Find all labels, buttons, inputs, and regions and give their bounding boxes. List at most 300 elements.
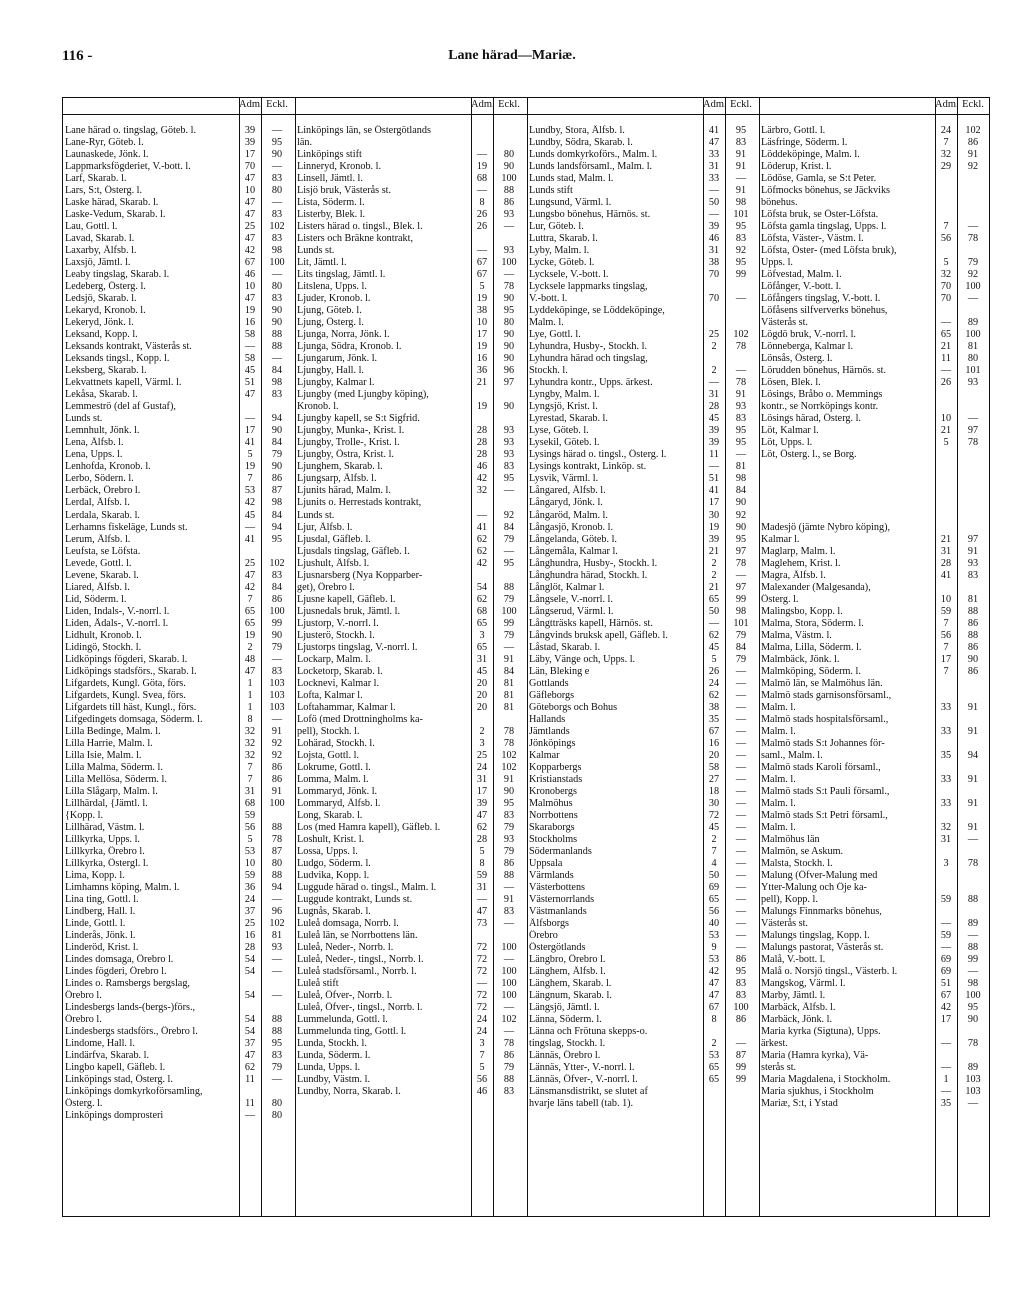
entry-adm: 28 [708, 401, 720, 413]
entry-name: Maglarp, Malm. l. [761, 545, 836, 557]
entry-name: Långsele, V.-norrl. l. [529, 593, 613, 605]
index-entry [761, 894, 989, 906]
entry-name: Örebro l. [65, 990, 102, 1002]
entry-eckl: 90 [735, 497, 747, 509]
entry-eckl: 88 [503, 869, 515, 881]
entry-name: Lommaryd, Älfsb. l. [297, 797, 381, 809]
entry-adm: 7 [943, 617, 949, 629]
entry-name: Luleå stift [297, 978, 339, 990]
entry-adm: 28 [476, 425, 488, 437]
entry-adm: 67 [244, 257, 256, 269]
index-entry [65, 726, 293, 738]
entry-eckl: 100 [501, 990, 517, 1002]
entry-eckl: 80 [503, 149, 515, 161]
index-entry [297, 654, 525, 666]
index-entry [761, 774, 989, 786]
index-entry [529, 678, 757, 690]
entry-name: Lillhärdal, {Jämtl. l. [65, 797, 148, 809]
entry-adm: 56 [940, 233, 952, 245]
entry-eckl: 98 [735, 197, 747, 209]
index-entry [529, 978, 757, 990]
entry-adm: 29 [940, 161, 952, 173]
entry-name: Malingsbo, Kopp. l. [761, 605, 843, 617]
entry-name: Norrbottens [529, 809, 578, 821]
entry-adm: 8 [479, 197, 485, 209]
entry-eckl: 90 [503, 785, 515, 797]
entry-adm: 19 [476, 293, 488, 305]
index-entry [761, 449, 989, 461]
index-entry [65, 1086, 293, 1098]
index-entry [761, 137, 989, 149]
entry-name: Ledsjö, Skarab. l. [65, 293, 137, 305]
entry-name: Malexander (Malgesanda), [761, 581, 871, 593]
entry-adm: 33 [708, 173, 720, 185]
entry-name: Lindes domsaga, Örebro l. [65, 954, 174, 966]
entry-name: Jämtlands [529, 725, 570, 737]
entry-name: Lännäs, Ytter-, V.-norrl. l. [529, 1062, 635, 1074]
entry-adm: 5 [943, 257, 949, 269]
index-entry [761, 473, 989, 485]
index-entry [297, 882, 525, 894]
entry-adm: 70 [940, 293, 952, 305]
index-entry [65, 762, 293, 774]
index-entry [761, 209, 989, 221]
entry-name: Österg. l. [65, 1098, 103, 1110]
entry-name: Lysvik, Värml. l. [529, 473, 599, 485]
index-entry [297, 534, 525, 546]
entry-eckl: 90 [967, 1014, 979, 1026]
entry-adm: 46 [708, 233, 720, 245]
entry-eckl: — [271, 197, 283, 209]
entry-adm: 19 [244, 461, 256, 473]
entry-name: Lisjö bruk, Västerås st. [297, 185, 392, 197]
entry-eckl: — [735, 785, 747, 797]
entry-eckl: — [735, 833, 747, 845]
entry-name: Löfsta, Öster- (med Löfsta bruk), [761, 245, 897, 257]
index-entry [529, 125, 757, 137]
entry-eckl: 81 [503, 677, 515, 689]
entry-adm: 50 [708, 869, 720, 881]
entry-name: Löfångers tingslag, V.-bott. l. [761, 293, 881, 305]
entry-eckl: 86 [271, 473, 283, 485]
index-entry [65, 690, 293, 702]
index-entry [65, 245, 293, 257]
entry-name: Lyhundra, Husby-, Stockh. l. [529, 341, 647, 353]
entry-name: Lingbo kapell, Gäfleb. l. [65, 1062, 166, 1074]
entry-name: Malm. l. [761, 773, 796, 785]
index-column [65, 125, 293, 1122]
entry-eckl: 91 [735, 149, 747, 161]
entry-name: Maglehem, Krist. l. [761, 557, 841, 569]
entry-eckl: 100 [501, 978, 517, 990]
entry-name: Linköpings domprosteri [65, 1110, 164, 1122]
entry-eckl: 80 [967, 353, 979, 365]
entry-name: Lilla Malma, Söderm. l. [65, 761, 163, 773]
index-entry [529, 149, 757, 161]
index-entry [761, 413, 989, 425]
entry-adm: 39 [244, 137, 256, 149]
entry-name: Ljungby, Östra, Krist. l. [297, 449, 394, 461]
entry-adm: 65 [476, 617, 488, 629]
entry-name: Lerhamns fiskeläge, Lunds st. [65, 521, 188, 533]
index-entry [65, 1074, 293, 1086]
index-entry [529, 353, 757, 365]
entry-adm: 32 [244, 749, 256, 761]
entry-eckl: 97 [967, 425, 979, 437]
entry-name: Lunda, Upps. l. [297, 1062, 361, 1074]
entry-adm: 65 [708, 1074, 720, 1086]
entry-adm: 51 [244, 377, 256, 389]
entry-eckl: 88 [271, 821, 283, 833]
entry-adm: 33 [940, 725, 952, 737]
entry-eckl: 83 [271, 233, 283, 245]
entry-name: Låstad, Skarab. l. [529, 641, 601, 653]
entry-adm: 1 [247, 689, 253, 701]
entry-adm: 17 [940, 653, 952, 665]
running-title: Lane härad—Mariæ. [448, 48, 576, 63]
entry-name: Västmanlands [529, 906, 587, 918]
index-entry [65, 546, 293, 558]
index-entry [529, 305, 757, 317]
entry-adm: 53 [708, 930, 720, 942]
entry-adm: 31 [708, 389, 720, 401]
index-entry [65, 161, 293, 173]
entry-name: Malmö stads S:t Pauli församl., [761, 785, 890, 797]
entry-name: Lifgardets, Kungl. Göta, förs. [65, 677, 186, 689]
entry-eckl: 84 [271, 365, 283, 377]
entry-name: Lösen, Blek. l. [761, 377, 821, 389]
index-entry [529, 293, 757, 305]
entry-name: Lögdö bruk, V.-norrl. l. [761, 329, 856, 341]
index-entry [65, 1038, 293, 1050]
entry-adm: 32 [940, 149, 952, 161]
entry-adm: — [940, 942, 952, 954]
index-entry [65, 702, 293, 714]
index-entry [761, 834, 989, 846]
entry-name: Lena, Älfsb. l. [65, 437, 124, 449]
entry-name: Lifgardets, Kungl. Svea, förs. [65, 689, 186, 701]
entry-eckl: 84 [735, 641, 747, 653]
entry-eckl: 83 [735, 233, 747, 245]
entry-adm: 45 [476, 665, 488, 677]
entry-adm: 2 [711, 557, 717, 569]
index-entry [761, 594, 989, 606]
index-entry [529, 1074, 757, 1086]
index-entry [297, 666, 525, 678]
entry-eckl: 90 [503, 341, 515, 353]
entry-eckl: — [271, 1074, 283, 1086]
entry-name: Ljustorp, V.-norrl. l. [297, 617, 379, 629]
entry-name: Malmö stads S:t Johannes för- [761, 737, 885, 749]
entry-name: Lycke, Göteb. l. [529, 257, 595, 269]
entry-adm: 28 [940, 557, 952, 569]
entry-name: Länghem, Skarab. l. [529, 978, 612, 990]
index-entry [297, 329, 525, 341]
entry-adm: 62 [708, 689, 720, 701]
entry-adm: 46 [476, 1086, 488, 1098]
index-entry [65, 654, 293, 666]
index-entry [297, 870, 525, 882]
index-entry [761, 966, 989, 978]
index-entry [761, 630, 989, 642]
entry-eckl: — [735, 713, 747, 725]
entry-adm: 42 [244, 581, 256, 593]
entry-name: Västerås st. [761, 317, 808, 329]
index-entry [65, 149, 293, 161]
entry-name: Magra, Älfsb. l. [761, 569, 826, 581]
index-entry [65, 570, 293, 582]
entry-name: {Kopp. l. [65, 809, 103, 821]
entry-adm: 53 [708, 954, 720, 966]
entry-eckl: 83 [503, 906, 515, 918]
index-entry [65, 1026, 293, 1038]
entry-name: Lillkyrka, Östergl. l. [65, 857, 149, 869]
entry-name: Levede, Gottl. l. [65, 557, 132, 569]
index-entry [297, 966, 525, 978]
entry-eckl: 80 [271, 281, 283, 293]
index-entry [297, 690, 525, 702]
index-entry [529, 365, 757, 377]
entry-name: Linköpings stad, Österg. l. [65, 1074, 173, 1086]
index-entry [529, 642, 757, 654]
index-entry [761, 846, 989, 858]
index-entry [65, 269, 293, 281]
entry-eckl: 78 [967, 437, 979, 449]
entry-eckl: 95 [735, 257, 747, 269]
entry-name: Lofta, Kalmar l. [297, 689, 363, 701]
entry-eckl: 79 [271, 1062, 283, 1074]
entry-adm: 7 [943, 641, 949, 653]
entry-name: Löfmocks bönehus, se Jäckviks [761, 185, 891, 197]
entry-adm: 39 [476, 797, 488, 809]
index-entry [65, 966, 293, 978]
entry-name: Löfvestad, Malm. l. [761, 269, 842, 281]
entry-adm: 25 [476, 749, 488, 761]
entry-adm: 31 [940, 545, 952, 557]
entry-adm: 16 [476, 353, 488, 365]
entry-name: Luleå, Neder-, tingsl., Norrb. l. [297, 954, 424, 966]
index-entry [65, 870, 293, 882]
entry-eckl: 78 [735, 341, 747, 353]
index-entry [529, 798, 757, 810]
entry-name: Långaryd, Jönk. l. [529, 497, 603, 509]
entry-eckl: 94 [271, 521, 283, 533]
index-entry [529, 522, 757, 534]
entry-name: Lerum, Älfsb. l. [65, 533, 131, 545]
entry-eckl: — [271, 713, 283, 725]
entry-eckl: — [735, 173, 747, 185]
index-entry [529, 1038, 757, 1050]
index-entry [65, 606, 293, 618]
entry-eckl: — [503, 269, 515, 281]
entry-adm: — [940, 1062, 952, 1074]
entry-name: Lidhult, Kronob. l. [65, 629, 142, 641]
entry-adm: 17 [940, 1014, 952, 1026]
entry-adm: 45 [708, 821, 720, 833]
entry-eckl: 93 [503, 449, 515, 461]
entry-eckl: — [735, 894, 747, 905]
index-entry [297, 606, 525, 618]
index-entry [761, 714, 989, 726]
entry-name: Lena, Upps. l. [65, 449, 123, 461]
index-entry [761, 197, 989, 209]
entry-eckl: 93 [503, 425, 515, 437]
entry-adm: — [244, 413, 256, 425]
entry-adm: 5 [479, 845, 485, 857]
index-entry [297, 774, 525, 786]
index-entry [65, 281, 293, 293]
entry-eckl: 81 [503, 701, 515, 713]
entry-eckl: 99 [503, 617, 515, 629]
entry-eckl: 98 [271, 497, 283, 509]
entry-eckl: — [503, 918, 515, 930]
entry-name: Malmö stads S:t Petri församl., [761, 809, 888, 821]
entry-name: Ljunghem, Skarab. l. [297, 461, 383, 473]
index-entry [761, 798, 989, 810]
entry-eckl: 81 [503, 689, 515, 701]
entry-adm: 65 [476, 641, 488, 653]
entry-eckl: 100 [501, 942, 517, 954]
entry-eckl: — [967, 930, 979, 942]
entry-name: Västernorrlands [529, 894, 595, 905]
index-entry [65, 582, 293, 594]
index-entry [529, 990, 757, 1002]
entry-adm: 62 [476, 545, 488, 557]
entry-adm: 32 [940, 821, 952, 833]
entry-adm: 19 [708, 521, 720, 533]
index-entry [65, 1050, 293, 1062]
entry-eckl: 93 [503, 209, 515, 221]
index-entry [297, 185, 525, 197]
entry-name: Lyddeköpinge, se Löddeköpinge, [529, 305, 665, 317]
entry-eckl: — [271, 125, 283, 136]
entry-adm: 41 [244, 533, 256, 545]
index-entry [761, 822, 989, 834]
entry-name: Lännäs, Öfver-, V.-norrl. l. [529, 1074, 638, 1086]
entry-name: Långhundra, Husby-, Stockh. l. [529, 557, 658, 569]
entry-eckl: 100 [965, 281, 981, 293]
entry-eckl: 78 [967, 1038, 979, 1050]
index-entry [529, 485, 757, 497]
entry-eckl: 95 [503, 797, 515, 809]
index-entry [761, 666, 989, 678]
index-entry [297, 353, 525, 365]
entry-adm: 41 [708, 125, 720, 136]
entry-name: Lyse, Göteb. l. [529, 425, 589, 437]
entry-name: Lidingö, Stockh. l. [65, 641, 142, 653]
entry-eckl: 78 [503, 281, 515, 293]
entry-name: Långared, Älfsb. l. [529, 485, 606, 497]
index-entry [65, 534, 293, 546]
entry-adm: 26 [476, 209, 488, 221]
entry-name: Lid, Söderm. l. [65, 593, 127, 605]
entry-name: Långelanda, Göteb. l. [529, 533, 617, 545]
entry-name: Lofö (med Drottningholms ka- [297, 713, 423, 725]
entry-adm: — [244, 1110, 256, 1122]
entry-adm: 1 [247, 677, 253, 689]
index-entry [529, 185, 757, 197]
entry-eckl: 99 [735, 269, 747, 281]
entry-eckl: — [503, 641, 515, 653]
entry-adm: 42 [940, 1002, 952, 1014]
entry-name: Malm. l. [761, 797, 796, 809]
entry-adm: 24 [940, 125, 952, 136]
entry-adm: 51 [708, 473, 720, 485]
entry-eckl: 78 [967, 233, 979, 245]
entry-name: Löderup, Krist. l. [761, 161, 832, 173]
entry-name: Leksand, Kopp. l. [65, 329, 138, 341]
eckl-header: Eckl. [266, 99, 288, 110]
entry-name: Ljung, Österg. l. [297, 317, 364, 329]
entry-name: Lerdal, Älfsb. l. [65, 497, 130, 509]
index-entry [65, 978, 293, 990]
entry-adm: 67 [476, 257, 488, 269]
index-entry [65, 954, 293, 966]
index-entry [297, 425, 525, 437]
entry-eckl: — [735, 809, 747, 821]
entry-eckl: 95 [967, 1002, 979, 1014]
entry-adm: 65 [940, 329, 952, 341]
entry-name: Läby, Vänge och, Upps. l. [529, 653, 636, 665]
entry-eckl: 95 [735, 425, 747, 437]
entry-eckl: 90 [503, 401, 515, 413]
entry-eckl: — [503, 954, 515, 966]
column-group-rule [295, 98, 296, 1216]
entry-name: Listers och Bräkne kontrakt, [297, 233, 413, 245]
entry-adm: 5 [247, 449, 253, 461]
entry-name: Långtträsks kapell, Härnös. st. [529, 617, 653, 629]
entry-name: Lit, Jämtl. l. [297, 257, 347, 269]
entry-adm: 47 [244, 665, 256, 677]
index-entry [297, 1050, 525, 1062]
entry-adm: 54 [244, 990, 256, 1002]
entry-name: Lima, Kopp. l. [65, 869, 125, 881]
entry-name: Madesjö (jämte Nybro köping), [761, 521, 891, 533]
entry-eckl: — [735, 761, 747, 773]
entry-name: Längbro, Örebro l. [529, 954, 606, 966]
entry-adm: 5 [943, 437, 949, 449]
entry-adm: 48 [244, 653, 256, 665]
entry-name: Långemåla, Kalmar l. [529, 545, 618, 557]
entry-adm: 59 [244, 809, 256, 821]
index-entry [297, 281, 525, 293]
index-entry [65, 834, 293, 846]
entry-eckl: 102 [733, 329, 749, 341]
index-entry [529, 834, 757, 846]
entry-name: Mangskog, Värml. l. [761, 978, 846, 990]
entry-name: Lungsbo bönehus, Härnös. st. [529, 209, 651, 221]
entry-eckl: 91 [967, 725, 979, 737]
entry-name: Linsell, Jämtl. l. [297, 173, 363, 185]
index-entry [297, 305, 525, 317]
entry-adm: 10 [940, 413, 952, 425]
entry-eckl: 102 [269, 557, 285, 569]
entry-eckl: 96 [503, 365, 515, 377]
entry-eckl: — [271, 966, 283, 978]
index-entry [761, 906, 989, 918]
entry-eckl: 83 [271, 209, 283, 221]
entry-adm: 47 [708, 990, 720, 1002]
index-entry [297, 930, 525, 942]
entry-eckl: 78 [735, 557, 747, 569]
entry-eckl: 87 [735, 1050, 747, 1062]
entry-adm: 8 [479, 857, 485, 869]
entry-name: Hallands [529, 713, 566, 725]
entry-adm: 45 [708, 413, 720, 425]
index-entry [761, 678, 989, 690]
index-entry [297, 497, 525, 509]
entry-adm: 62 [476, 821, 488, 833]
